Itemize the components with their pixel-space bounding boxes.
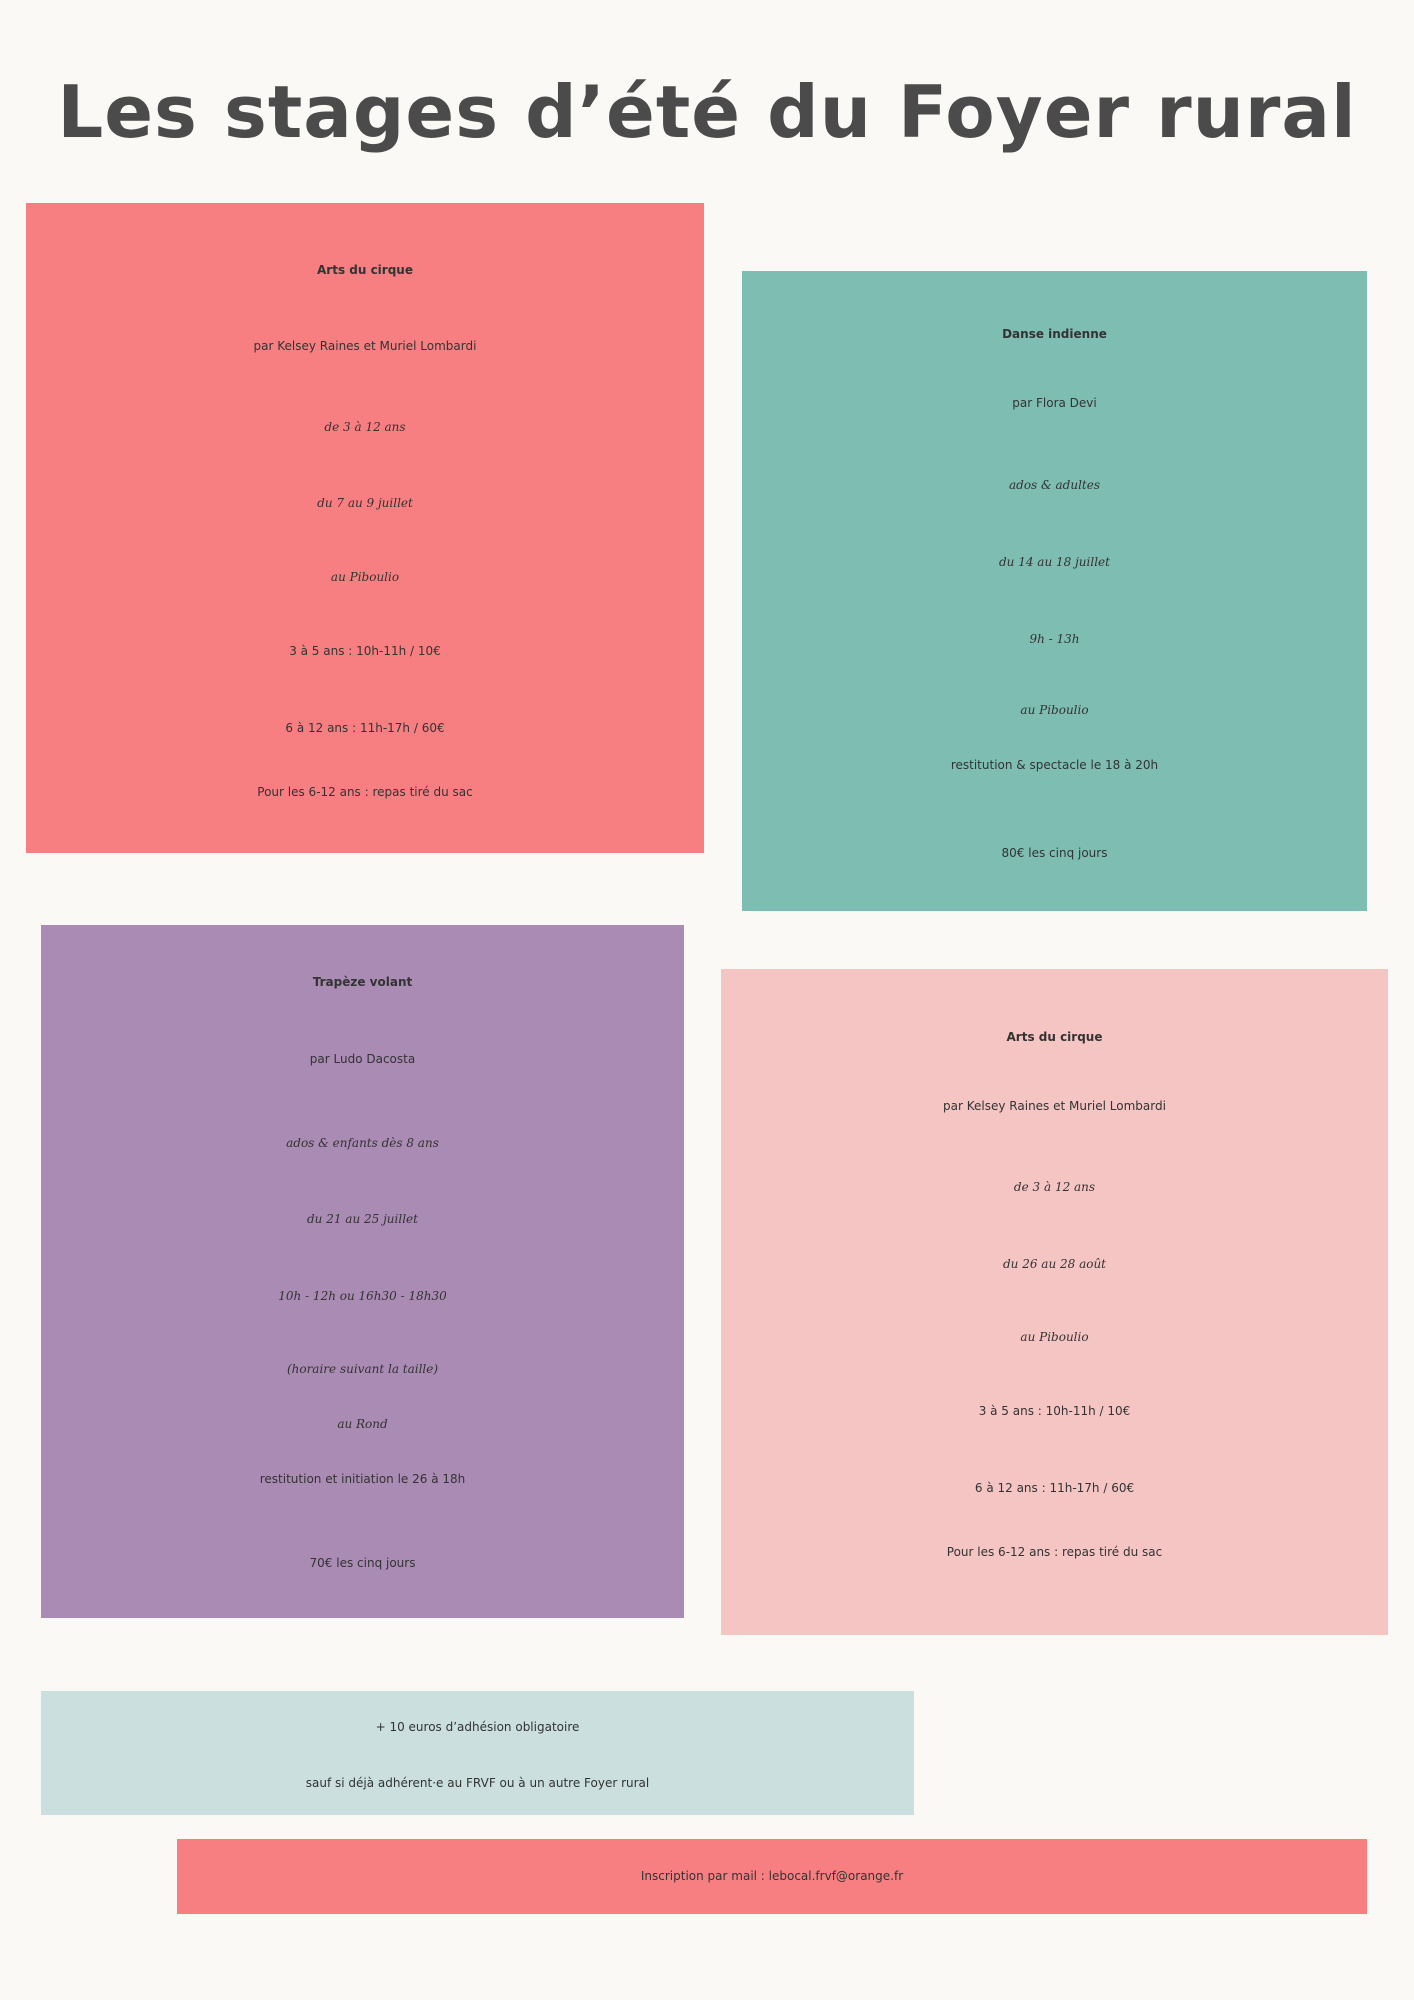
stage-place: au Piboulio	[1020, 703, 1089, 717]
stage-hours: 9h - 13h	[1029, 632, 1080, 646]
stage-title: Danse indienne	[1002, 327, 1107, 341]
stage-price-older: 6 à 12 ans : 11h-17h / 60€	[974, 1481, 1135, 1495]
stage-title: Trapèze volant	[312, 975, 413, 989]
stage-dates: du 21 au 25 juillet	[307, 1212, 418, 1226]
stage-card-danse-indienne	[742, 271, 1367, 911]
stage-card-arts-du-cirque-august	[721, 969, 1388, 1635]
stage-price-young: 3 à 5 ans : 10h-11h / 10€	[289, 644, 441, 658]
stage-note: Pour les 6-12 ans : repas tiré du sac	[257, 785, 473, 799]
stage-price-older: 6 à 12 ans : 11h-17h / 60€	[285, 721, 445, 735]
stage-price: 80€ les cinq jours	[1001, 846, 1108, 860]
stage-place: au Rond	[337, 1417, 388, 1431]
stage-price-young: 3 à 5 ans : 10h-11h / 10€	[978, 1404, 1131, 1418]
stage-title: Arts du cirque	[1006, 1030, 1103, 1044]
page-title: Les stages d’été du Foyer rural	[57, 70, 1357, 154]
stage-title: Arts du cirque	[317, 263, 413, 277]
stage-place: au Piboulio	[330, 570, 400, 584]
stage-dates: du 26 au 28 août	[1002, 1257, 1107, 1271]
stage-show: restitution et initiation le 26 à 18h	[259, 1472, 466, 1486]
stage-instructors: par Kelsey Raines et Muriel Lombardi	[943, 1099, 1166, 1113]
signup-banner: Inscription par mail : lebocal.frvf@orange.fr	[177, 1839, 1367, 1914]
stage-hours-note: (horaire suivant la taille)	[286, 1362, 439, 1376]
membership-exception: sauf si déjà adhérent·e au FRVF ou à un autre Foyer rural	[305, 1776, 650, 1790]
stage-audience: ados & adultes	[1008, 478, 1100, 492]
stage-price: 70€ les cinq jours	[309, 1556, 416, 1570]
stage-instructors: par Ludo Dacosta	[309, 1052, 416, 1066]
stage-age: de 3 à 12 ans	[1013, 1180, 1096, 1194]
stage-card-trapeze-volant	[41, 925, 684, 1618]
stage-show: restitution & spectacle le 18 à 20h	[950, 758, 1159, 772]
stage-card-arts-du-cirque-july	[26, 203, 704, 853]
stage-dates: du 7 au 9 juillet	[317, 496, 413, 510]
stage-place: au Piboulio	[1020, 1330, 1089, 1344]
stage-audience: ados & enfants dès 8 ans	[286, 1136, 439, 1150]
membership-note	[41, 1691, 914, 1815]
stage-hours: 10h - 12h ou 16h30 - 18h30	[278, 1289, 447, 1303]
stage-dates: du 14 au 18 juillet	[999, 555, 1110, 569]
stage-age: de 3 à 12 ans	[324, 420, 406, 434]
stage-instructors: par Kelsey Raines et Muriel Lombardi	[253, 339, 477, 353]
stage-instructors: par Flora Devi	[1012, 396, 1097, 410]
stage-note: Pour les 6-12 ans : repas tiré du sac	[946, 1545, 1163, 1559]
membership-fee: + 10 euros d’adhésion obligatoire	[375, 1720, 580, 1734]
